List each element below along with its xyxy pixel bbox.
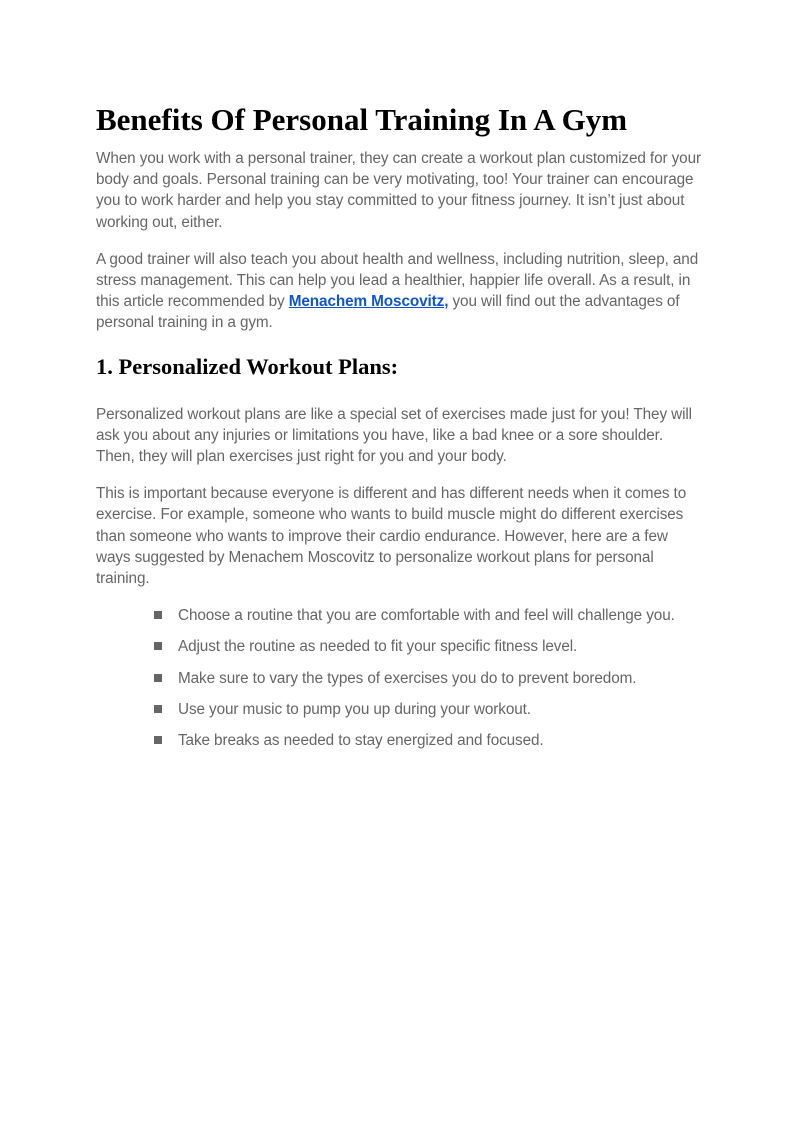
section-1-heading: 1. Personalized Workout Plans: bbox=[96, 353, 399, 379]
list-item-text: Make sure to vary the types of exercises you do to prevent boredom. bbox=[178, 669, 637, 687]
intro-paragraph-1: When you work with a personal trainer, they can create a workout plan customized for your body and goals. Personal training can be very motivating, too! Your trainer can encourage you to work harder and help you stay committed to your fitness journey. It isn’t just about working out, either. bbox=[96, 150, 701, 231]
document-page bbox=[96, 100, 701, 761]
list-item-text: Adjust the routine as needed to fit your specific fitness level. bbox=[178, 638, 578, 656]
square-bullet-icon bbox=[154, 736, 162, 744]
list-item bbox=[154, 636, 701, 657]
section-1-paragraph-1: Personalized workout plans are like a special set of exercises made just for you! They will ask you about any injuries or limitations you have, like a bad knee or a sore shoulder. Then, they will plan exercises just right for you and your body. bbox=[96, 405, 692, 466]
square-bullet-icon bbox=[154, 705, 162, 713]
list-item bbox=[154, 730, 701, 751]
page-title: Benefits Of Personal Training In A Gym bbox=[96, 102, 628, 137]
list-item-text: Choose a routine that you are comfortable with and feel will challenge you. bbox=[178, 607, 675, 625]
tips-list bbox=[96, 605, 701, 751]
square-bullet-icon bbox=[154, 611, 162, 619]
intro-paragraph-2-before-link: A good trainer will also teach you about health and wellness, including nutrition, sleep, and stress management. This can help you lead a healthier, happier life overall. As a result, in this article recommended by bbox=[96, 250, 699, 311]
list-item bbox=[154, 699, 701, 720]
section-1-paragraph-2: This is important because everyone is different and has different needs when it comes to exercise. For example, someone who wants to build muscle might do different exercises than someone who wants to improve their cardio endurance. However, here are a few ways suggested by Menachem Moscovitz to personalize workout plans for personal training. bbox=[96, 485, 687, 588]
intro-paragraph-2-after-link: you will find out the advantages of personal training in a gym. bbox=[96, 293, 680, 332]
list-item-text: Take breaks as needed to stay energized and focused. bbox=[178, 732, 544, 749]
square-bullet-icon bbox=[154, 674, 162, 682]
list-item bbox=[154, 668, 701, 689]
intro-paragraph-2 bbox=[96, 249, 701, 334]
author-link[interactable]: Menachem Moscovitz, bbox=[288, 293, 449, 311]
square-bullet-icon bbox=[154, 642, 162, 650]
list-item bbox=[154, 605, 701, 626]
list-item-text: Use your music to pump you up during your workout. bbox=[178, 700, 531, 718]
